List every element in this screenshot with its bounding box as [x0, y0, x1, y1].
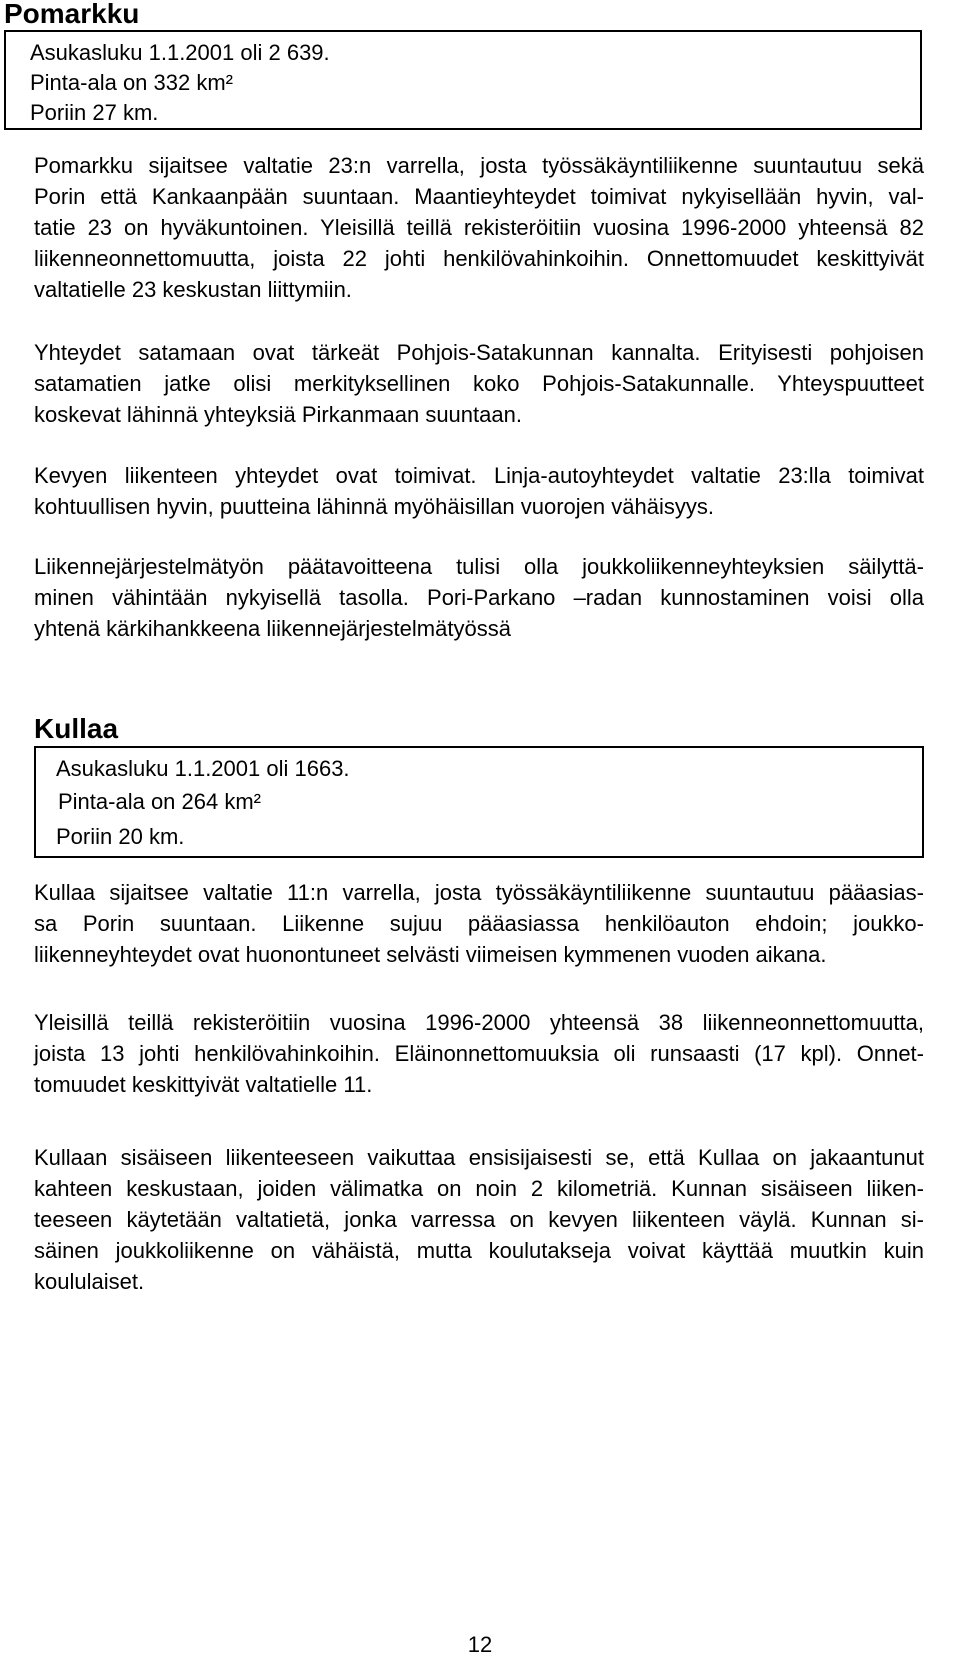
paragraph — [34, 1142, 924, 1297]
paragraph — [34, 150, 924, 305]
paragraph-line: kohtuullisen hyvin, puutteina lähinnä myöhäisillan vuorojen vähäisyys. — [34, 494, 714, 519]
info-area: Pinta-ala on 332 km² — [30, 70, 233, 95]
paragraph-line: satamatien jatke olisi merkityksellinen koko Pohjois-Satakunnalle. Yhteyspuutteet — [34, 371, 924, 396]
paragraph — [34, 337, 924, 430]
paragraph-line: Kullaan sisäiseen liikenteeseen vaikuttaa ensisijaisesti se, että Kullaa on jakaantunut — [34, 1145, 924, 1170]
info-population: Asukasluku 1.1.2001 oli 2 639. — [30, 40, 330, 65]
info-box-pomarkku — [4, 30, 922, 130]
paragraph-line: joista 13 johti henkilövahinkoihin. Eläinonnettomuuksia oli runsaasti (17 kpl). Onnet- — [34, 1041, 924, 1066]
page-number: 12 — [467, 1632, 493, 1657]
paragraph — [34, 1007, 924, 1100]
paragraph-line: Yhteydet satamaan ovat tärkeät Pohjois-Satakunnan kannalta. Erityisesti pohjoisen — [34, 340, 924, 365]
info-box-kullaa — [34, 746, 924, 858]
paragraph-line: liikenneyhteydet ovat huonontuneet selvästi viimeisen kymmenen vuoden aikana. — [34, 942, 827, 967]
paragraph-line: kahteen keskustaan, joiden välimatka on noin 2 kilometriä. Kunnan sisäiseen liiken- — [34, 1176, 924, 1201]
info-area: Pinta-ala on 264 km² — [58, 789, 261, 814]
paragraph-line: tatie 23 on hyväkuntoinen. Yleisillä teillä rekisteröitiin vuosina 1996-2000 yhteensä 82 — [34, 215, 924, 240]
paragraph-line: Kevyen liikenteen yhteydet ovat toimivat. Linja-autoyhteydet valtatie 23:lla toimivat — [34, 463, 924, 488]
paragraph-line: Liikennejärjestelmätyön päätavoitteena tulisi olla joukkoliikenneyhteyksien säilyttä- — [34, 554, 924, 579]
info-distance: Poriin 27 km. — [30, 100, 159, 125]
paragraph-line: liikenneonnettomuutta, joista 22 johti henkilövahinkoihin. Onnettomuudet keskittyivät — [34, 246, 924, 271]
paragraph-line: yhtenä kärkihankkeena liikennejärjestelmätyössä — [34, 616, 511, 641]
paragraph-line: teeseen käytetään valtatietä, jonka varressa on kevyen liikenteen väylä. Kunnan si- — [34, 1207, 924, 1232]
paragraph-line: Yleisillä teillä rekisteröitiin vuosina 1996-2000 yhteensä 38 liikenneonnettomuutta, — [34, 1010, 924, 1035]
info-population: Asukasluku 1.1.2001 oli 1663. — [56, 756, 350, 781]
paragraph-line: valtatielle 23 keskustan liittymiin. — [34, 277, 352, 302]
section-title-kullaa: Kullaa — [34, 713, 119, 744]
paragraph — [34, 877, 924, 970]
paragraph-line: minen vähintään nykyisellä tasolla. Pori-Parkano –radan kunnostaminen voisi olla — [34, 585, 924, 610]
paragraph-line: säinen joukkoliikenne on vähäistä, mutta koulutakseja voivat käyttää muutkin kuin — [34, 1238, 924, 1263]
section-title-pomarkku: Pomarkku — [4, 0, 140, 29]
info-distance: Poriin 20 km. — [56, 824, 185, 849]
paragraph — [34, 551, 924, 644]
paragraph-line: Kullaa sijaitsee valtatie 11:n varrella, josta työssäkäyntiliikenne suuntautuu pääasias- — [34, 880, 924, 905]
paragraph-line: Pomarkku sijaitsee valtatie 23:n varrella, josta työssäkäyntiliikenne suuntautuu sekä — [34, 153, 924, 178]
paragraph-line: koululaiset. — [34, 1269, 145, 1294]
paragraph-line: sa Porin suuntaan. Liikenne sujuu pääasiassa henkilöauton ehdoin; joukko- — [34, 911, 924, 936]
paragraph-line: koskevat lähinnä yhteyksiä Pirkanmaan suuntaan. — [34, 402, 522, 427]
paragraph — [34, 460, 924, 522]
paragraph-line: Porin että Kankaanpään suuntaan. Maantieyhteydet toimivat nykyisellään hyvin, val- — [34, 184, 924, 209]
paragraph-line: tomuudet keskittyivät valtatielle 11. — [34, 1072, 373, 1097]
